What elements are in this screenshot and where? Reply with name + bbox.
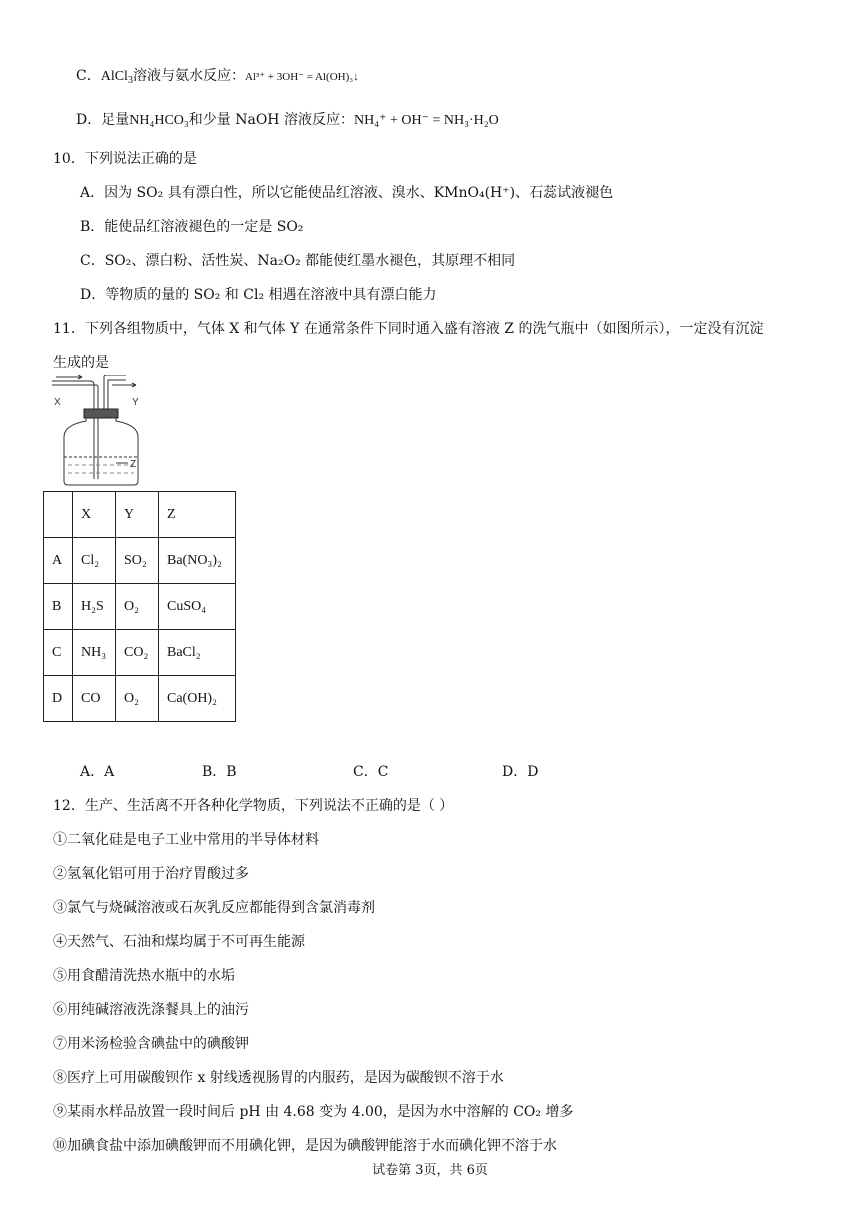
table-cell: CuSO₄	[159, 584, 236, 630]
ionic-equation: NH₄⁺ + OH⁻ = NH₃·H₂O	[353, 113, 499, 128]
q10-option-d: D．等物质的量的 SO₂ 和 Cl₂ 相遇在溶液中具有漂白能力	[80, 287, 437, 303]
q11-stem-line2: 生成的是	[53, 355, 109, 371]
q12-item-7: ⑦用米汤检验含碘盐中的碘酸钾	[53, 1036, 249, 1052]
q12-item-1: ①二氧化硅是电子工业中常用的半导体材料	[53, 832, 319, 848]
option-text-2: 和少量 NaOH 溶液反应：	[188, 112, 354, 128]
table-row	[44, 584, 236, 630]
diagram-label-x: X	[54, 397, 61, 408]
q11-answer-a: A．A	[80, 764, 115, 780]
q10-option-a: A．因为 SO₂ 具有漂白性，所以它能使品红溶液、溴水、KMnO₄(H⁺)、石蕊试液褪色	[80, 185, 614, 201]
gas-washing-bottle-diagram	[46, 375, 156, 487]
table-cell: O₂	[116, 584, 159, 630]
option-label: C．	[76, 68, 101, 84]
q11-answer-d: D．D	[502, 764, 539, 780]
table-cell: CO	[73, 676, 116, 722]
q12-item-5: ⑤用食醋清洗热水瓶中的水垢	[53, 968, 235, 984]
table-cell: A	[44, 538, 73, 584]
diagram-label-y: Y	[132, 397, 139, 408]
q11-answer-b: B．B	[202, 764, 237, 780]
page-footer: 试卷第 3页，共 6页	[372, 1163, 488, 1178]
q11-answer-c: C．C	[353, 764, 389, 780]
q11-stem-line1: 11．下列各组物质中，气体 X 和气体 Y 在通常条件下同时通入盛有溶液 Z 的洗气瓶中（如图所示），一定没有沉淀	[53, 321, 764, 337]
table-cell	[44, 492, 73, 538]
reagent-nh4hco3: NH₄HCO₃	[129, 113, 189, 128]
q12-item-4: ④天然气、石油和煤均属于不可再生能源	[53, 934, 305, 950]
q12-item-10: ⑩加碘食盐中添加碘酸钾而不用碘化钾，是因为碘酸钾能溶于水而碘化钾不溶于水	[53, 1138, 557, 1154]
table-cell: C	[44, 630, 73, 676]
table-cell: D	[44, 676, 73, 722]
table-cell: NH₃	[73, 630, 116, 676]
reagent-alcl3: AlCl$_3$	[100, 69, 133, 86]
table-header-row	[44, 492, 236, 538]
option-text: 足量	[101, 112, 130, 128]
table-cell: Cl₂	[73, 538, 116, 584]
table-cell: B	[44, 584, 73, 630]
q10-option-b: B．能使品红溶液褪色的一定是 SO₂	[80, 219, 304, 235]
table-row	[44, 630, 236, 676]
q12-item-6: ⑥用纯碱溶液洗涤餐具上的油污	[53, 1002, 249, 1018]
q12-stem: 12．生产、生活离不开各种化学物质，下列说法不正确的是（ ）	[53, 798, 454, 814]
table-cell: X	[73, 492, 116, 538]
table-row	[44, 676, 236, 722]
q12-item-2: ②氢氧化铝可用于治疗胃酸过多	[53, 866, 249, 882]
table-cell: Z	[159, 492, 236, 538]
table-cell: O₂	[116, 676, 159, 722]
q12-item-8: ⑧医疗上可用碳酸钡作 x 射线透视肠胃的内服药，是因为碳酸钡不溶于水	[53, 1070, 504, 1086]
table-cell: Ca(OH)₂	[159, 676, 236, 722]
table-cell: Ba(NO₃)₂	[159, 538, 236, 584]
q10-option-c: C．SO₂、漂白粉、活性炭、Na₂O₂ 都能使红墨水褪色，其原理不相同	[80, 253, 516, 269]
table-cell: BaCl₂	[159, 630, 236, 676]
table-cell: CO₂	[116, 630, 159, 676]
table-cell: H₂S	[73, 584, 116, 630]
table-cell: Y	[116, 492, 159, 538]
q9-option-d	[76, 110, 499, 131]
table-cell: SO₂	[116, 538, 159, 584]
q12-item-9: ⑨某雨水样品放置一段时间后 pH 由 4.68 变为 4.00，是因为水中溶解的 CO₂ 增多	[53, 1104, 574, 1120]
q10-stem: 10．下列说法正确的是	[53, 151, 197, 167]
ionic-equation: Al³⁺ + 3OH⁻ = Al(OH)₃↓	[244, 71, 359, 83]
diagram-label-z: Z	[130, 459, 137, 470]
table-row	[44, 538, 236, 584]
q9-option-c	[76, 66, 359, 91]
q11-options-table	[43, 491, 236, 722]
option-label: D．	[76, 112, 102, 128]
q12-item-3: ③氯气与烧碱溶液或石灰乳反应都能得到含氯消毒剂	[53, 900, 375, 916]
option-text: 溶液与氨水反应：	[132, 68, 245, 84]
